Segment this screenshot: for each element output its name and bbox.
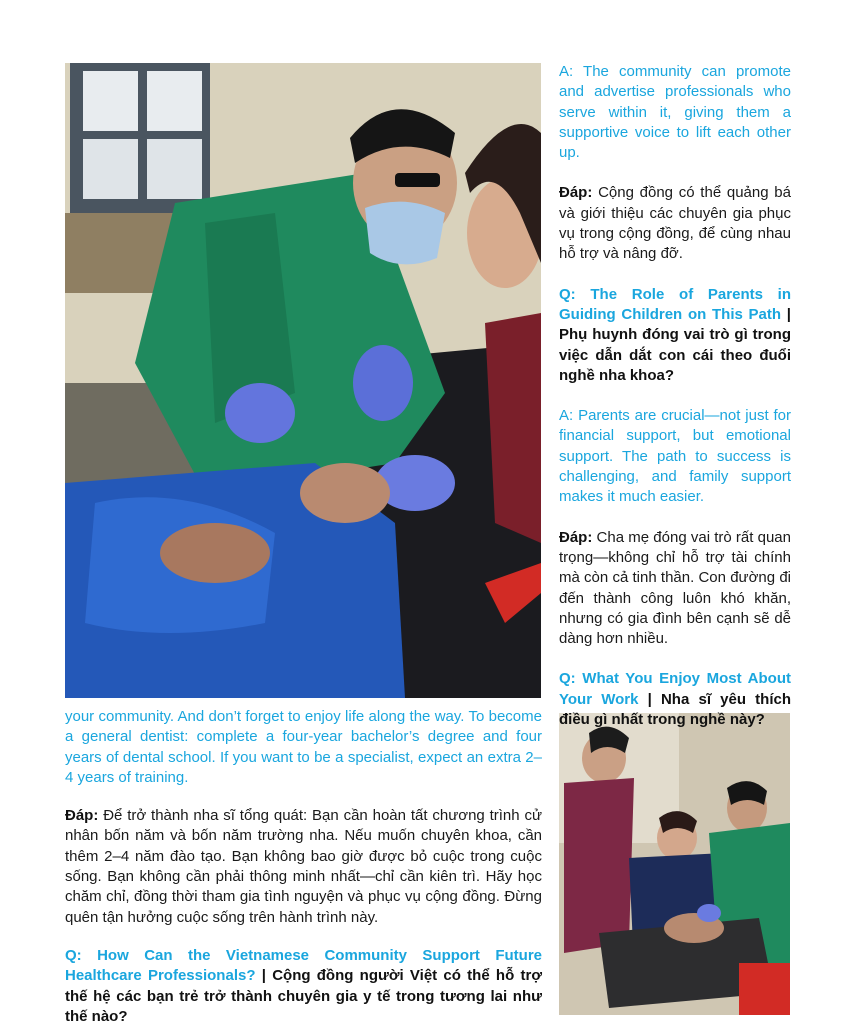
bottom-column-text <box>65 707 542 1027</box>
answer-text: The community can promote and advertise professionals who serve within it, giving them a supportive voice to lift each other up. <box>559 63 791 162</box>
answer-label: A: <box>559 407 574 425</box>
continued-answer-en: your community. And don’t forget to enjoy life along the way. To become a general dentist: complete a four-year bachelor’s degree and four years of dental school. If you want to be a specialist, expect an extra 2–4 years of training. <box>65 708 542 786</box>
question-en: Q: How Can the Vietnamese Community Support Future Healthcare Professionals? <box>65 946 542 985</box>
right-column-text <box>559 62 791 730</box>
answer-label: A: <box>559 63 574 80</box>
question-vi: | Nha sĩ yêu thích điều gì nhất trong nghề này? <box>559 690 791 729</box>
answer-vi-community <box>559 183 791 264</box>
answer-vi-parents <box>559 528 791 650</box>
answer-vi-label: Đáp: <box>65 807 99 825</box>
question-parents <box>559 285 791 386</box>
answer-vi-become-dentist <box>65 806 542 928</box>
answer-text: Parents are crucial—not just for financial support, but emotional support. The path to success is challenging, and family support makes it much easier. <box>559 407 791 506</box>
dentist-treating-patient-photo <box>65 63 541 698</box>
answer-vi-label: Đáp: <box>559 184 593 202</box>
question-vi: | Phụ huynh đóng vai trò gì trong việc dẫn dắt con cái theo đuổi nghề nha khoa? <box>559 305 791 384</box>
question-en: Q: The Role of Parents in Guiding Children on This Path <box>559 285 791 323</box>
answer-en-community <box>559 62 791 163</box>
answer-vi-text: Để trở thành nha sĩ tổng quát: Bạn cần hoàn tất chương trình cử nhân bốn năm và bốn năm trường nha. Nếu muốn chuyên khoa, cần thêm 2–4 năm đào tạo. Bạn không bao giờ được bỏ cuộc trong cuộc sống. Bạn không cần phải thông minh nhất—chỉ cần kiên trì. Hãy học chăm chỉ, đồng thời tham gia tình nguyện và phục vụ cộng đồng. Đừng quên tận hưởng cuộc sống trên hành trình này. <box>65 807 542 926</box>
photo-illustration <box>559 713 790 1015</box>
answer-vi-text: Cha mẹ đóng vai trò rất quan trọng—không chỉ hỗ trợ tài chính mà còn cả tinh thần. Con đường đi đến thành công luôn khó khăn, nhưng có gia đình bên cạnh sẽ dễ dàng hơn nhiều. <box>559 528 791 648</box>
question-en: Q: What You Enjoy Most About Your Work <box>559 670 791 708</box>
question-community-support <box>65 946 542 1027</box>
answer-vi-text: Cộng đồng có thể quảng bá và giới thiệu các chuyên gia phục vụ trong cộng đồng, để cùng nhau hỗ trợ và nâng đỡ. <box>559 184 791 263</box>
question-enjoy-work <box>559 669 791 730</box>
photo-illustration <box>65 63 541 698</box>
volunteer-dental-team-photo <box>559 713 790 1015</box>
answer-vi-label: Đáp: <box>559 528 593 546</box>
question-vi: | Cộng đồng người Việt có thể hỗ trợ thế hệ các bạn trẻ trở thành chuyên gia y tế trong tương lai như thế nào? <box>65 967 542 1025</box>
answer-en-parents <box>559 406 791 507</box>
